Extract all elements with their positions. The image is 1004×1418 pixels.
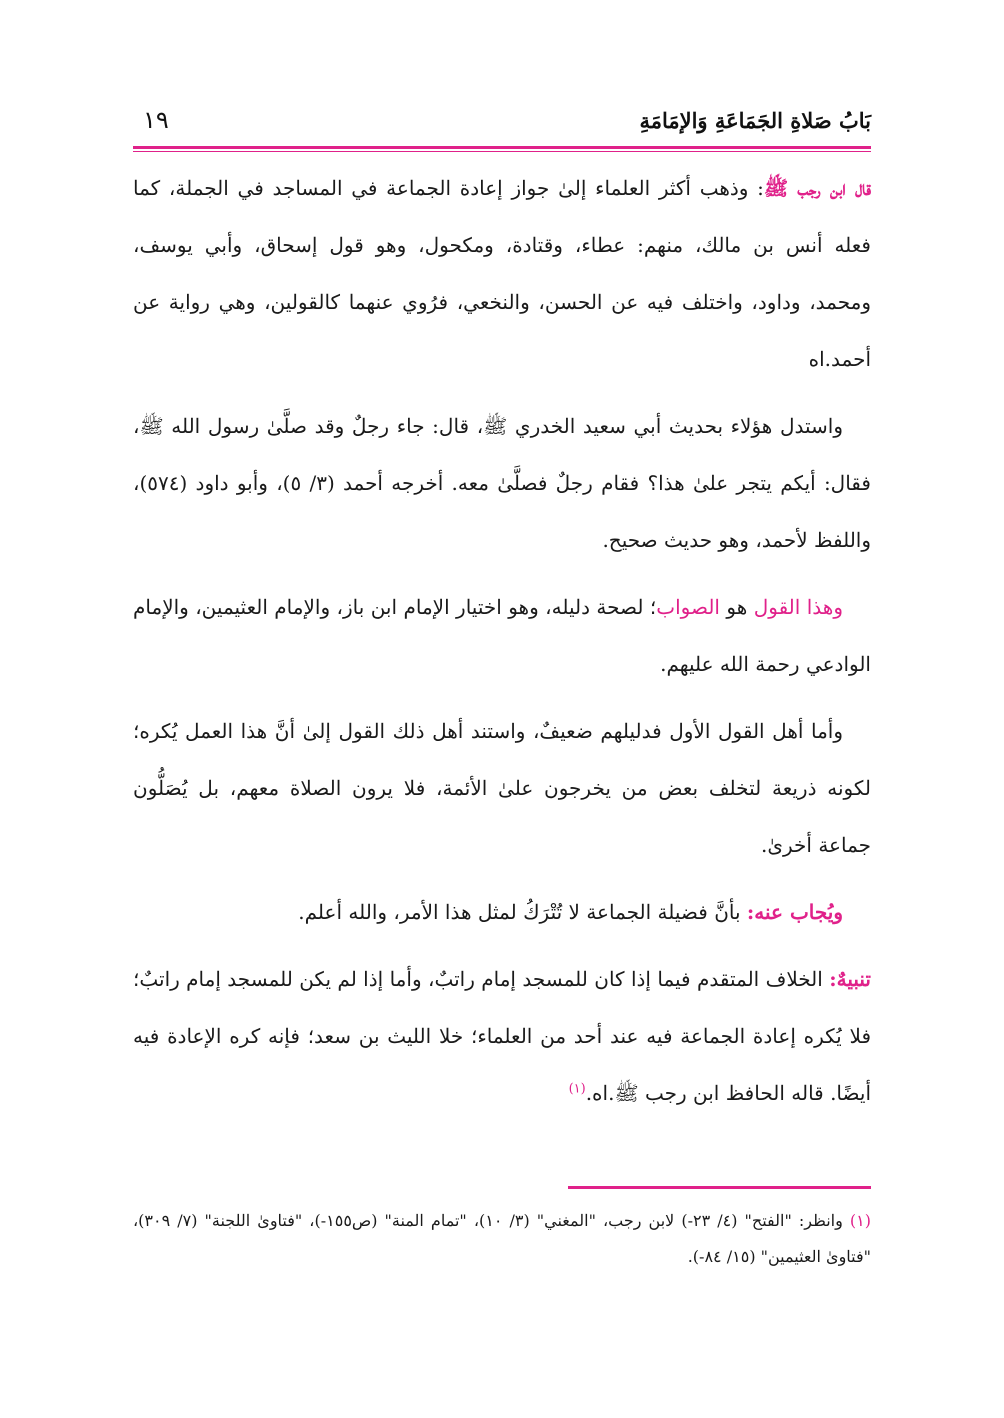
paragraph-lead: ويُجاب عنه:	[746, 900, 843, 924]
chapter-title: بَابُ صَلاةِ الجَمَاعَةِ وَالإمَامَةِ	[639, 108, 871, 133]
paragraph-lead: تنبيهٌ:	[829, 967, 871, 991]
paragraph-highlight: الصواب	[656, 595, 720, 619]
footnote-number: (١)	[849, 1211, 872, 1230]
paragraph-ibn-rajab-quote	[133, 160, 871, 388]
footnote-divider	[568, 1186, 871, 1189]
header-rule-thick	[133, 146, 871, 149]
paragraph-correct-view	[133, 579, 871, 693]
paragraph-connector: هو	[719, 595, 754, 619]
paragraph-evidence	[133, 398, 871, 569]
paragraph-text: وأما أهل القول الأول فدليلهم ضعيفٌ، واستند أهل ذلك القول إلىٰ أنَّ هذا العمل يُكره؛ لكونه ذريعة لتخلف بعض من يخرجون علىٰ الأئمة، فلا يرون الصلاة معهم، بل يُصَلُّون جماعة أخرىٰ.	[133, 719, 871, 857]
paragraph-text: ؛ لصحة دليله، وهو اختيار الإمام ابن باز، والإمام العثيمين، والإمام الوادعي رحمة الله عليهم.	[133, 595, 871, 676]
footnote	[133, 1203, 871, 1275]
page-number: ١٩	[143, 106, 169, 134]
footnote-reference[interactable]: (١)	[568, 1081, 586, 1097]
paragraph-response	[133, 884, 871, 941]
main-text	[133, 160, 871, 1132]
header-rule-thin	[133, 151, 871, 152]
paragraph-lead: قال ابن رجب ﷺ	[763, 176, 871, 200]
paragraph-text: بأنَّ فضيلة الجماعة لا تُتْرَكُ لمثل هذا الأمر، والله أعلم.	[298, 900, 747, 924]
paragraph-first-view	[133, 703, 871, 874]
paragraph-text: : وذهب أكثر العلماء إلىٰ جواز إعادة الجماعة في المساجد في الجملة، كما فعله أنس بن مالك، منهم: عطاء، وقتادة، ومكحول، وهو قول إسحاق، وأبي يوسف، ومحمد، وداود، واختلف فيه عن الحسن، والنخعي، فرُوي عنهما كالقولين، وهي رواية عن أحمد.اه	[133, 176, 871, 371]
paragraph-lead: وهذا القول	[753, 595, 844, 619]
paragraph-note	[133, 951, 871, 1122]
page-header	[133, 100, 871, 146]
paragraph-text: واستدل هؤلاء بحديث أبي سعيد الخدري ﷺ، قال: جاء رجلٌ وقد صلَّىٰ رسول الله ﷺ، فقال: أيكم يتجر علىٰ هذا؟ فقام رجلٌ فصلَّىٰ معه. أخرجه أحمد (٣/ ٥)، وأبو داود (٥٧٤)، واللفظ لأحمد، وهو حديث صحيح.	[133, 414, 871, 552]
paragraph-text: الخلاف المتقدم فيما إذا كان للمسجد إمام راتبٌ، وأما إذا لم يكن للمسجد إمام راتبٌ؛ فلا يُكره إعادة الجماعة فيه عند أحد من العلماء؛ خلا الليث بن سعد؛ فإنه كره الإعادة فيه أيضًا. قاله الحافظ ابن رجب ﷺ.اه.	[133, 967, 871, 1105]
footnote-text: وانظر: "الفتح" (٤/ ٢٣-) لابن رجب، "المغني" (٣/ ١٠)، "تمام المنة" (ص١٥٥-)، "فتاوىٰ اللجنة" (٧/ ٣٠٩)، "فتاوىٰ العثيمين" (١٥/ ٨٤-).	[133, 1211, 871, 1266]
